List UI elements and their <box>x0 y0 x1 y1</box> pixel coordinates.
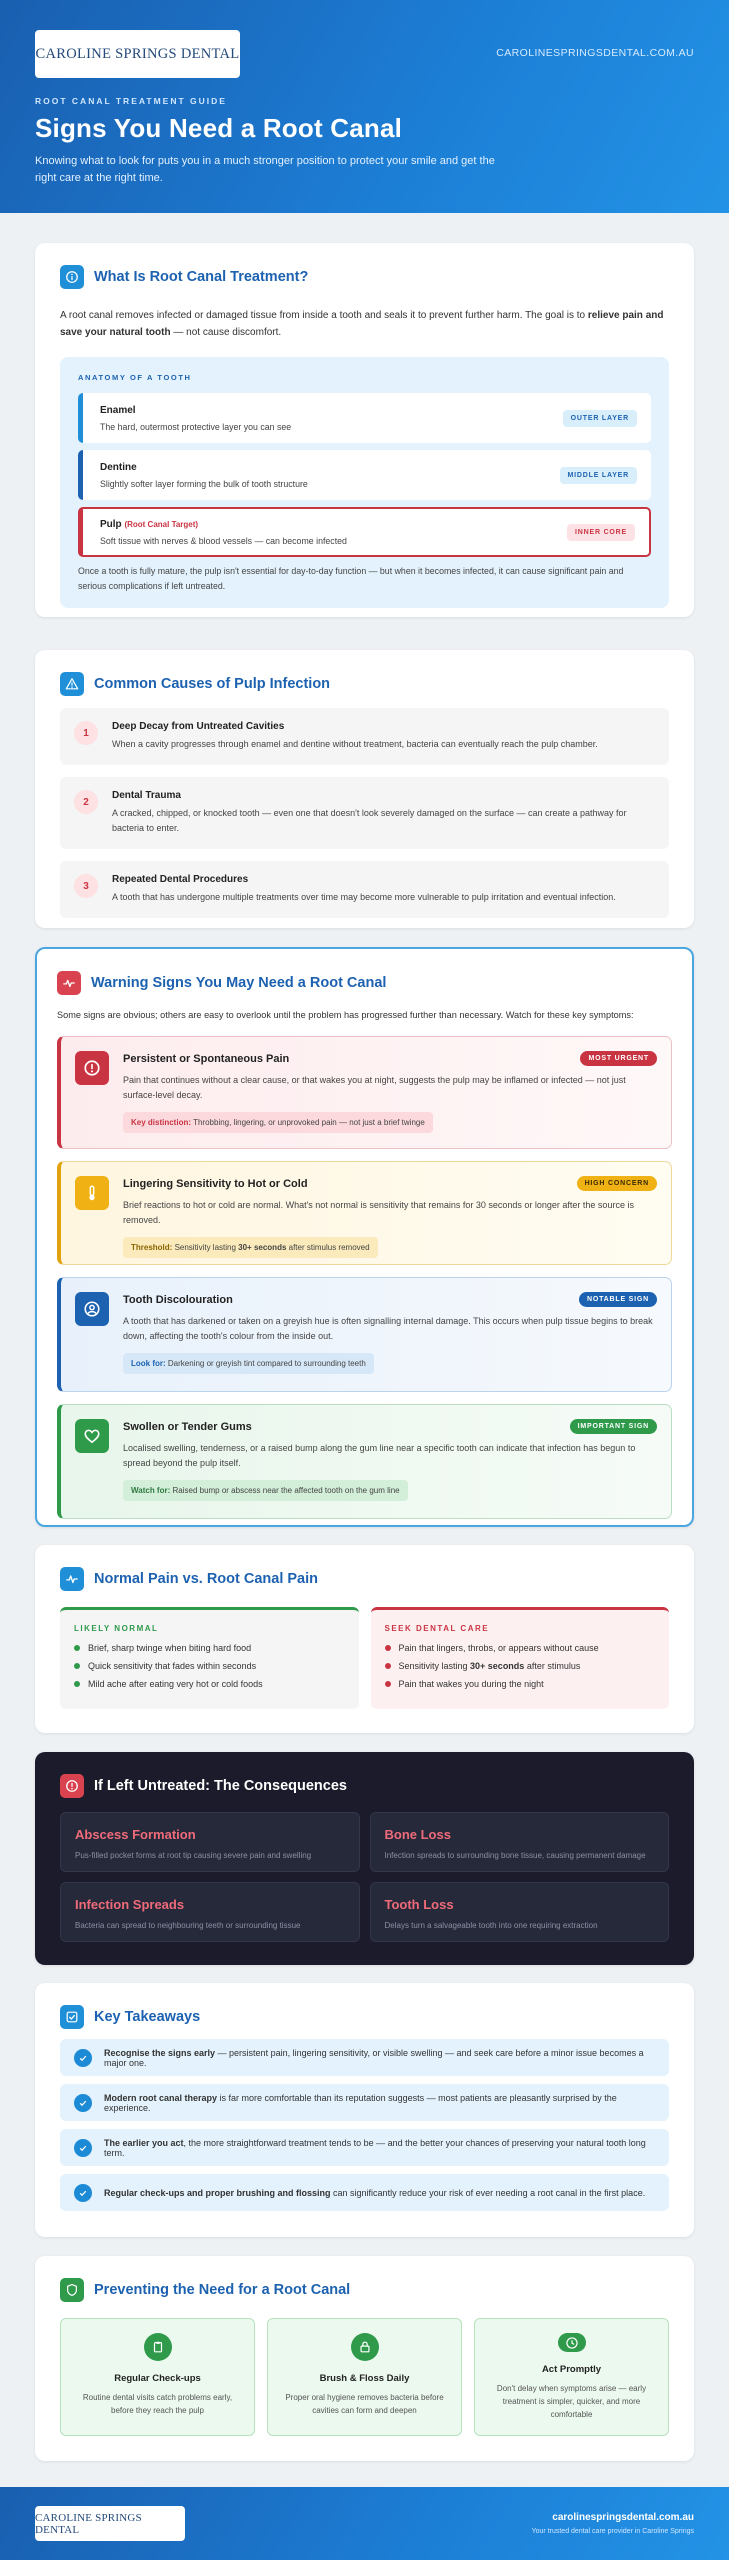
layer-name: Pulp (Root Canal Target) <box>100 518 199 530</box>
site-url-link[interactable]: CAROLINESPRINGSDENTAL.COM.AU <box>496 47 694 59</box>
cause-title: Dental Trauma <box>112 790 181 801</box>
what-is-description: A root canal removes infected or damaged tissue from inside a tooth and seals it to prevent further harm. The goal is to relieve pain and save your natural tooth — not cause discomfort. <box>60 310 664 338</box>
consequence-description: Delays turn a salvageable tooth into one requiring extraction <box>384 1921 598 1930</box>
cause-description: When a cavity progresses through enamel and dentine without treatment, bacteria can eventually reach the pulp chamber. <box>112 739 598 749</box>
layer-name: Enamel <box>100 404 136 416</box>
sign-note: Look for: Darkening or greyish tint compared to surrounding teeth <box>123 1353 374 1374</box>
eyebrow-label: ROOT CANAL TREATMENT GUIDE <box>35 96 227 106</box>
sign-note: Watch for: Raised bump or abscess near the affected tooth on the gum line <box>123 1480 408 1501</box>
what-is-section <box>35 243 694 617</box>
sign-title: Swollen or Tender Gums <box>123 1420 252 1433</box>
check-icon <box>74 2049 92 2067</box>
causes-section <box>35 650 694 928</box>
likely-normal-box <box>60 1607 359 1709</box>
prevention-card <box>474 2318 669 2436</box>
seek-care-heading: SEEK DENTAL CARE <box>384 1624 490 1633</box>
list-item: Brief, sharp twinge when biting hard food <box>74 1643 345 1653</box>
takeaway-item: Regular check-ups and proper brushing and flossing can significantly reduce your risk of ever needing a root canal in the first place. <box>60 2174 669 2211</box>
cause-title: Repeated Dental Procedures <box>112 874 249 885</box>
sign-description: A tooth that has darkened or taken on a greyish hue is often signalling internal damage. This occurs when pulp tissue begins to break down, affecting the tooth's colour from the inside out. <box>123 1316 653 1341</box>
brand-logo[interactable] <box>35 30 240 78</box>
activity-icon <box>60 1567 84 1591</box>
layer-enamel <box>78 393 651 443</box>
page-title: Signs You Need a Root Canal <box>35 113 403 143</box>
anatomy-note: Once a tooth is fully mature, the pulp isn't essential for day-to-day function — but when it becomes infected, it can cause significant pain and serious complications if left untreated. <box>78 566 624 591</box>
sign-description: Brief reactions to hot or cold are normal. What's not normal is sensitivity that remains for 30 seconds or longer after the source is removed. <box>123 1200 634 1225</box>
anatomy-label: ANATOMY OF A TOOTH <box>78 373 192 382</box>
layer-pulp <box>78 507 651 557</box>
consequence-card <box>60 1812 360 1872</box>
shield-icon <box>60 2278 84 2302</box>
takeaways-section <box>35 1983 694 2237</box>
warning-triangle-icon <box>60 672 84 696</box>
info-icon <box>60 265 84 289</box>
consequence-card <box>370 1882 670 1942</box>
sign-card-gums <box>57 1404 672 1519</box>
sign-title: Tooth Discolouration <box>123 1293 233 1306</box>
sign-card-sensitivity <box>57 1161 672 1265</box>
urgency-badge: HIGH CONCERN <box>577 1176 657 1191</box>
tooth-anatomy-panel <box>60 357 669 608</box>
section-title: Key Takeaways <box>94 2009 201 2025</box>
consequence-description: Infection spreads to surrounding bone tissue, causing permanent damage <box>384 1851 646 1860</box>
alert-icon <box>60 1774 84 1798</box>
urgency-badge: MOST URGENT <box>580 1051 657 1066</box>
clipboard-icon <box>144 2333 172 2361</box>
consequence-description: Pus-filled pocket forms at root tip causing severe pain and swelling <box>75 1851 312 1860</box>
sign-title: Persistent or Spontaneous Pain <box>123 1052 290 1065</box>
layer-pill: OUTER LAYER <box>563 410 637 427</box>
sign-description: Pain that continues without a clear cause, or that wakes you at night, suggests the pulp may be inflamed or infected — not just surface-level decay. <box>123 1075 626 1100</box>
user-circle-icon <box>75 1292 109 1326</box>
cause-number: 3 <box>74 874 98 898</box>
consequence-title: Abscess Formation <box>75 1827 196 1842</box>
footer-tagline: Your trusted dental care provider in Caroline Springs <box>531 2528 694 2535</box>
consequence-description: Bacteria can spread to neighbouring teeth or surrounding tissue <box>75 1921 301 1930</box>
sign-card-pain <box>57 1036 672 1149</box>
prevention-title: Brush & Floss Daily <box>319 2373 410 2384</box>
layer-pill: INNER CORE <box>567 524 635 541</box>
section-title: Preventing the Need for a Root Canal <box>94 2282 351 2298</box>
cause-number: 1 <box>74 721 98 745</box>
cause-item <box>60 777 669 849</box>
pulse-icon <box>57 971 81 995</box>
takeaway-item: Recognise the signs early — persistent pain, lingering sensitivity, or visible swelling — and seek care before a minor issue becomes a major one. <box>60 2039 669 2076</box>
prevention-description: Proper oral hygiene removes bacteria before cavities can form and deepen <box>285 2393 444 2415</box>
layer-name: Dentine <box>100 461 137 473</box>
logo-text: CAROLINE SPRINGS DENTAL <box>35 45 240 62</box>
warning-intro: Some signs are obvious; others are easy to overlook until the problem has progressed further than necessary. Watch for these key symptoms: <box>57 1010 634 1020</box>
thermometer-icon <box>75 1176 109 1210</box>
logo-text: CAROLINE SPRINGS DENTAL <box>35 2511 142 2536</box>
list-item: Pain that wakes you during the night <box>385 1679 656 1689</box>
list-item: Sensitivity lasting 30+ seconds after stimulus <box>385 1661 656 1671</box>
prevention-description: Don't delay when symptoms arise — early treatment is simpler, quicker, and more comfortable <box>496 2384 647 2419</box>
cause-item <box>60 708 669 765</box>
section-title: Normal Pain vs. Root Canal Pain <box>94 1571 318 1587</box>
check-icon <box>74 2139 92 2157</box>
layer-description: Slightly softer layer forming the bulk of tooth structure <box>100 478 308 489</box>
clock-icon <box>558 2333 586 2352</box>
consequence-card <box>60 1882 360 1942</box>
cause-description: A cracked, chipped, or knocked tooth — even one that doesn't look severely damaged on the surface — can create a pathway for bacteria to enter. <box>112 808 627 833</box>
heart-icon <box>75 1419 109 1453</box>
layer-pill: MIDDLE LAYER <box>560 467 637 484</box>
footer-url-link[interactable]: carolinespringsdental.com.au <box>552 2512 694 2523</box>
consequences-section <box>35 1752 694 1965</box>
layer-dentine <box>78 450 651 500</box>
list-item: Quick sensitivity that fades within seconds <box>74 1661 345 1671</box>
sign-card-discolouration <box>57 1277 672 1392</box>
sign-description: Localised swelling, tenderness, or a raised bump along the gum line near a specific tooth can indicate that infection has begun to spread beyond the pulp itself. <box>123 1443 636 1468</box>
list-item: Mild ache after eating very hot or cold foods <box>74 1679 345 1689</box>
footer-logo[interactable] <box>35 2506 185 2541</box>
consequence-title: Infection Spreads <box>75 1897 185 1912</box>
likely-normal-heading: LIKELY NORMAL <box>74 1624 159 1633</box>
layer-description: The hard, outermost protective layer you can see <box>100 421 292 432</box>
lock-icon <box>351 2333 379 2361</box>
warning-signs-section <box>35 947 694 1527</box>
cause-number: 2 <box>74 790 98 814</box>
cause-description: A tooth that has undergone multiple treatments over time may become more vulnerable to pulp irritation and eventual infection. <box>112 892 616 902</box>
consequence-title: Bone Loss <box>384 1827 451 1842</box>
seek-care-box <box>371 1607 670 1709</box>
sign-title: Lingering Sensitivity to Hot or Cold <box>123 1177 308 1190</box>
prevention-title: Regular Check-ups <box>114 2373 201 2384</box>
cause-item <box>60 861 669 918</box>
compare-section <box>35 1545 694 1733</box>
consequence-title: Tooth Loss <box>384 1897 454 1912</box>
layer-description: Soft tissue with nerves & blood vessels — can become infected <box>100 535 347 546</box>
section-title: What Is Root Canal Treatment? <box>94 269 309 285</box>
prevention-section <box>35 2256 694 2461</box>
takeaway-item: The earlier you act, the more straightforward treatment tends to be — and the better your chances of preserving your natural tooth long term. <box>60 2129 669 2166</box>
urgency-badge: NOTABLE SIGN <box>579 1292 657 1307</box>
root-canal-target-tag: (Root Canal Target) <box>124 519 199 529</box>
prevention-card <box>267 2318 462 2436</box>
prevention-description: Routine dental visits catch problems early, before they reach the pulp <box>82 2393 233 2415</box>
prevention-title: Act Promptly <box>541 2364 602 2375</box>
checkbox-icon <box>60 2005 84 2029</box>
hero-header <box>0 0 729 213</box>
section-title: If Left Untreated: The Consequences <box>94 1778 347 1794</box>
sign-note: Key distinction: Throbbing, lingering, or unprovoked pain — not just a brief twinge <box>123 1112 433 1133</box>
cause-title: Deep Decay from Untreated Cavities <box>112 721 285 732</box>
takeaway-item: Modern root canal therapy is far more comfortable than its reputation suggests — most patients are pleasantly surprised by the experience. <box>60 2084 669 2121</box>
urgency-badge: IMPORTANT SIGN <box>570 1419 657 1434</box>
check-icon <box>74 2094 92 2112</box>
sign-note: Threshold: Sensitivity lasting 30+ seconds after stimulus removed <box>123 1237 378 1258</box>
prevention-card <box>60 2318 255 2436</box>
section-title: Common Causes of Pulp Infection <box>94 676 331 692</box>
page-intro: Knowing what to look for puts you in a much stronger position to protect your smile and get the right care at the right time. <box>35 155 495 184</box>
page-footer <box>0 2487 729 2560</box>
alert-circle-icon <box>75 1051 109 1085</box>
list-item: Pain that lingers, throbs, or appears without cause <box>385 1643 656 1653</box>
check-icon <box>74 2184 92 2202</box>
consequence-card <box>370 1812 670 1872</box>
section-title: Warning Signs You May Need a Root Canal <box>91 975 387 991</box>
